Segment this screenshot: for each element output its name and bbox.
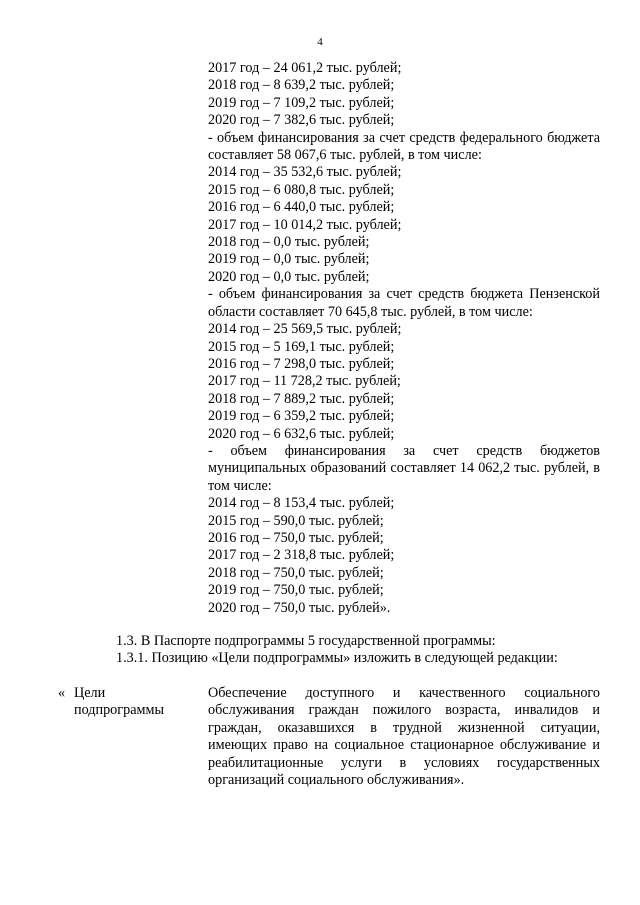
municipal-paragraph: - объем финансирования за счет средств бюджетов муниципальных образований составляет 14 062,2 тыс. рублей, в том числе: (208, 442, 600, 494)
opening-quote: « (58, 685, 66, 701)
municipal-line: 2014 год – 8 153,4 тыс. рублей; (208, 495, 395, 512)
funding-line: 2018 год – 8 639,2 тыс. рублей; (208, 77, 395, 94)
municipal-line: 2020 год – 750,0 тыс. рублей». (208, 599, 391, 616)
federal-line: 2020 год – 0,0 тыс. рублей; (208, 268, 370, 285)
federal-line: 2016 год – 6 440,0 тыс. рублей; (208, 199, 395, 216)
page-number: 4 (317, 36, 323, 48)
penza-line: 2017 год – 11 728,2 тыс. рублей; (208, 373, 401, 390)
section-1-3: 1.3. В Паспорте подпрограммы 5 государственной программы: (116, 633, 496, 649)
funding-line: 2017 год – 24 061,2 тыс. рублей; (208, 60, 402, 76)
municipal-line: 2019 год – 750,0 тыс. рублей; (208, 582, 384, 599)
section-headings (116, 633, 616, 668)
federal-line: 2015 год – 6 080,8 тыс. рублей; (208, 181, 395, 198)
goal-text: Обеспечение доступного и качественного социального обслуживания граждан пожилого возраста, инвалидов и граждан, оказавшихся в трудной жизненной ситуации, имеющих право на социальное стационарное обслуживание и реабилитационные услуги в условиях государственных организаций социального обслуживания». (208, 685, 600, 789)
municipal-line: 2017 год – 2 318,8 тыс. рублей; (208, 547, 395, 564)
federal-paragraph: - объем финансирования за счет средств федерального бюджета составляет 58 067,6 тыс. рублей, в том числе: (208, 129, 600, 164)
federal-line: 2019 год – 0,0 тыс. рублей; (208, 251, 370, 268)
funding-line: 2020 год – 7 382,6 тыс. рублей; (208, 112, 395, 129)
penza-line: 2015 год – 5 169,1 тыс. рублей; (208, 338, 395, 355)
penza-line: 2016 год – 7 298,0 тыс. рублей; (208, 355, 395, 372)
municipal-line: 2016 год – 750,0 тыс. рублей; (208, 529, 384, 546)
penza-paragraph: - объем финансирования за счет средств бюджета Пензенской области составляет 70 645,8 тыс. рублей, в том числе: (208, 286, 600, 320)
municipal-line: 2018 год – 750,0 тыс. рублей; (208, 564, 384, 581)
funding-line: 2019 год – 7 109,2 тыс. рублей; (208, 94, 395, 111)
federal-line: 2017 год – 10 014,2 тыс. рублей; (208, 216, 402, 233)
penza-line: 2019 год – 6 359,2 тыс. рублей; (208, 408, 395, 425)
penza-line: 2018 год – 7 889,2 тыс. рублей; (208, 390, 395, 407)
federal-line: 2018 год – 0,0 тыс. рублей; (208, 234, 370, 251)
funding-block (208, 60, 600, 617)
penza-line: 2020 год – 6 632,6 тыс. рублей; (208, 425, 395, 442)
municipal-line: 2015 год – 590,0 тыс. рублей; (208, 512, 384, 529)
goal-label: Цели подпрограммы (74, 685, 164, 719)
penza-line: 2014 год – 25 569,5 тыс. рублей; (208, 321, 402, 338)
federal-line: 2014 год – 35 532,6 тыс. рублей; (208, 164, 402, 181)
section-1-3-1: 1.3.1. Позицию «Цели подпрограммы» изложить в следующей редакции: (116, 650, 558, 667)
